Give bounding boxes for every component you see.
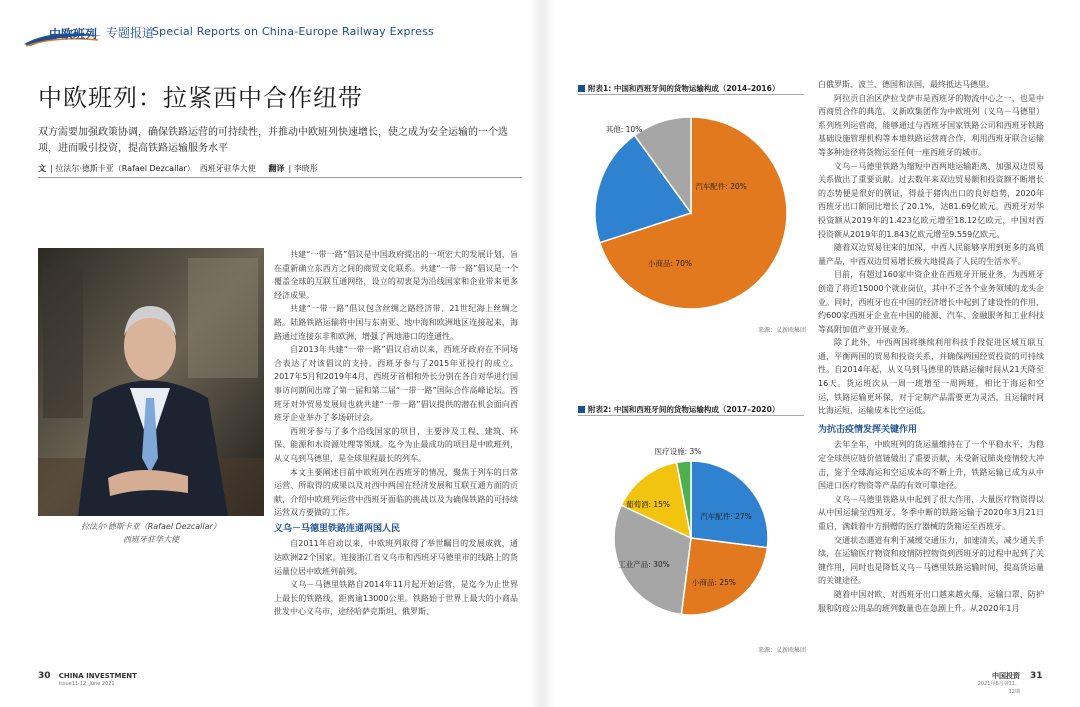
paragraph: 自2013年共建“一带一路”倡议启动以来，西班牙政府在不同场合表达了对该倡议的支持。西班牙参与了2015年亚投行的成立。2017年5月和2019年4月，西班牙首相和外长分别在各自对华进行国事访问期间出席了第一届和第二届“一带一路”国际合作高峰论坛。西班牙对外贸易发展局也就共建“一带一路”倡议提供的潜在机会面向西班牙企业举办了多场研讨会。 [274, 345, 518, 423]
byline-rule [38, 177, 522, 178]
right-text-column [818, 78, 1044, 615]
pie-slice-2 [681, 538, 767, 615]
chart2-source: 来源：义新欧集团 [758, 647, 807, 654]
paragraph: 义乌－马德里铁路为缩短中西两地运输距离、加强双边贸易关系做出了重要贡献。过去数年来双边贸易额和投资额不断增长的态势便是很好的例证，得益于猪肉出口的良好趋势，2020年西班牙出口额同比增长了20.1%，达81.69亿欧元。西班牙对华投资额从2019年的1.423亿欧元增至18.12亿欧元，中国对西投资额从2019年的1.843亿欧元增至9.559亿欧元。 [818, 161, 1044, 239]
section-logo-text: 中欧班列 [49, 27, 98, 41]
chart1-source: 来源：义新欧集团 [758, 327, 807, 334]
pie-label-1: 小商品: 70% [647, 259, 693, 268]
paragraph: 白俄罗斯、波兰、德国和法国，最终抵达马德里。 [818, 80, 994, 89]
byline: 文 | 拉法尔·德斯卡亚（Rafael Dezcallar） 西班牙驻华大使 翻译 | 李晓彤 [38, 164, 318, 173]
pie-label-4: 葡萄酒: 15% [625, 500, 671, 509]
caption-name: 拉法尔·德斯卡亚（Rafael Dezcallar） [81, 522, 221, 531]
right-page-number: 31 [1030, 671, 1043, 681]
paragraph: 目前，有超过160家中资企业在西班牙开展业务，为西班牙创造了将近15000个就业岗位，其中不乏各个业务领域的龙头企业。同时，西班牙也在中国的经济增长中起到了建设性的作用，约600家西班牙企业在中国的能源、汽车、金融服务和工业科技等高附加值产业开展业务。 [818, 270, 1044, 334]
caption-role: 西班牙驻华大使 [123, 535, 179, 544]
left-footer [38, 672, 137, 688]
pie-label-5: 医疗设施: 3% [654, 447, 702, 456]
square-marker-icon [578, 85, 585, 92]
pie-label-3: 工业产品: 30% [618, 560, 670, 569]
chart1-heading-text: 附表1: 中国和西班牙间的货物运输构成（2014–2016） [588, 84, 780, 93]
chart2-rule [578, 415, 804, 416]
pie-label-3: 其他: 10% [605, 125, 643, 134]
chart1-heading [578, 83, 779, 94]
paragraph: 随着双边贸易往来的加深，中西人民能够享用到更多的高质量产品，中西双边贸易增长极大地提高了人民的生活水平。 [818, 243, 1044, 266]
page-gutter [530, 0, 555, 707]
paragraph: 自2011年启动以来，中欧班列取得了举世瞩目的发展成就，通达欧洲22个国家。连接浙江省义乌市和西班牙马德里市的线路上的货运量位居中欧班列前列。 [274, 539, 518, 576]
paragraph: 阿拉贡自治区萨拉戈萨市是西班牙的物流中心之一，也是中西商贸合作的典范。义新欧集团作为中欧班列（义乌－马德里）系列班列运营商，能够通过与西班牙国家铁路公司和西班牙铁路基础设施管理机构等本地铁路运营商合作，利用西班牙联合运输等多种途径将货物运至任何一座西班牙的城市。 [818, 93, 1044, 157]
paragraph: 义乌－马德里铁路从中起到了很大作用，大量医疗物资得以从中国运输至西班牙。冬季中断的铁路运输于2020年3月21日重启，满载着中方捐赠的医疗器械的货箱运至西班牙。 [818, 494, 1044, 531]
article-lede: 双方需要加强政策协调，确保铁路运营的可持续性，并推动中欧班列快速增长，使之成为安全运输的一个选项，进而吸引投资，提高铁路运输服务水平 [38, 127, 508, 154]
left-text-column [274, 248, 518, 619]
pie-label-2: 汽车配件: 20% [695, 182, 747, 191]
paragraph: 共建“一带一路”倡议是中国政府提出的一项宏大的发展计划，旨在重新确立东西方之间的商贸文化联系。共建“一带一路”倡议是一个覆盖全球的互联互通网络，设立的初衷是为沿线国家和企业带来更多经济成果。 [274, 250, 518, 300]
author-prefix: 文 [38, 164, 46, 173]
subheading: 为抗击疫情发挥关键作用 [818, 424, 918, 435]
right-footer-text [974, 672, 1020, 696]
author-portrait-photo [38, 248, 264, 516]
left-magazine-name: CHINA INVESTMENT [58, 672, 137, 680]
pie-slice-1 [691, 461, 768, 548]
paragraph: 交通状态遇道有利于减缓交通压力，加速清关，减少通关手续，在运输医疗物资和疫情防控物资到西班牙的过程中起到了关键作用，同时也是降低义乌－马德里铁路运输时间，提高货运量的关键途径。 [818, 535, 1044, 586]
pie-label-2: 小商品: 25% [691, 578, 737, 587]
section-tag: 专题报道 [106, 26, 155, 40]
translator-name: 李晓彤 [293, 164, 318, 173]
right-magazine-name: 中国投资 [992, 672, 1020, 680]
photo-caption [38, 520, 264, 546]
left-issue: Issue11-12, June 2021 [58, 681, 115, 687]
article-title: 中欧班列：拉紧西中合作纽带 [38, 84, 363, 112]
chart2-heading [578, 404, 779, 415]
paragraph: 共建“一带一路”倡议包含丝绸之路经济带、21世纪海上丝绸之路。陆路铁路运输将中国与东南亚、地中海和欧洲地区连接起来，海路通过连接东非和欧洲，增强了两地港口的连通性。 [274, 304, 518, 341]
chart1-pie [578, 96, 804, 330]
paragraph: 本文主要阐述目前中欧班列在西班牙的情况，聚焦于列车的日常运营、所取得的成果以及对西中两国在经济发展和互联互通方面的贡献，介绍中欧班列运营中西班牙面临的挑战以及为确保铁路的可持续运营双方要做的工作。 [274, 467, 518, 518]
paragraph: 西班牙参与了多个沿线国家的项目，主要涉及工程、建筑、环保、能源和水资源处理等领域。迄今为止最成功的项目是中欧班列，从义乌到马德里，是全球里程最长的列车。 [274, 426, 518, 463]
author-role: 西班牙驻华大使 [199, 164, 256, 173]
paragraph: 随着中国对欧、对西班牙出口越来越火爆，运输口罩、防护服和防疫公用品的班列数量也在急剧上升。从2020年1月 [818, 589, 1044, 613]
chart2-heading-text: 附表2: 中国和西班牙间的货物运输构成（2017–2020） [588, 405, 780, 414]
paragraph: 义乌－马德里铁路自2014年11月起开始运营，是迄今为止世界上最长的铁路线，距离逾13000公里。铁路始于世界上最大的小商品批发中心义乌市，途经哈萨克斯坦、俄罗斯、 [274, 580, 518, 617]
chart2-pie [578, 417, 804, 647]
section-logo [22, 22, 104, 48]
pie-label-1: 汽车配件: 27% [700, 512, 752, 521]
chart1-rule [578, 94, 804, 95]
paragraph: 除了此外，中西两国将继续利用科技手段促进区域互联互通，平衡两国的贸易和投资关系，并确保两国经贸投资的可持续性。自2014年起，从义乌到马德里的铁路运输时间从21天降至16天。货运班次从一周一班增至一周两班，相比于海运和空运，铁路运输更环保，对于定制产品需要更为灵活，且运输时间比海运短，运输成本比空运低。 [818, 338, 1044, 416]
right-issue: 2021年6月第11、12期 [977, 681, 1020, 695]
left-page-number: 30 [38, 671, 51, 681]
paragraph: 去年全年，中欧班列的货运量维持在了一个平稳水平，为稳定全球供应链价值链做出了重要贡献，未受新冠肺炎疫情较大冲击，鉴于全球海运和空运成本的不断上升，铁路运输已成为从中国进口医疗物资等产品的有效可靠途径。 [818, 440, 1044, 491]
author-name: 拉法尔·德斯卡亚（Rafael Dezcallar） [55, 164, 195, 173]
section-english-title: Special Reports on China-Europe Railway Express [152, 25, 434, 38]
translator-prefix: 翻译 [268, 164, 285, 173]
subheading: 义乌－马德里铁路连通两国人民 [274, 523, 401, 534]
square-marker-icon [578, 406, 585, 413]
